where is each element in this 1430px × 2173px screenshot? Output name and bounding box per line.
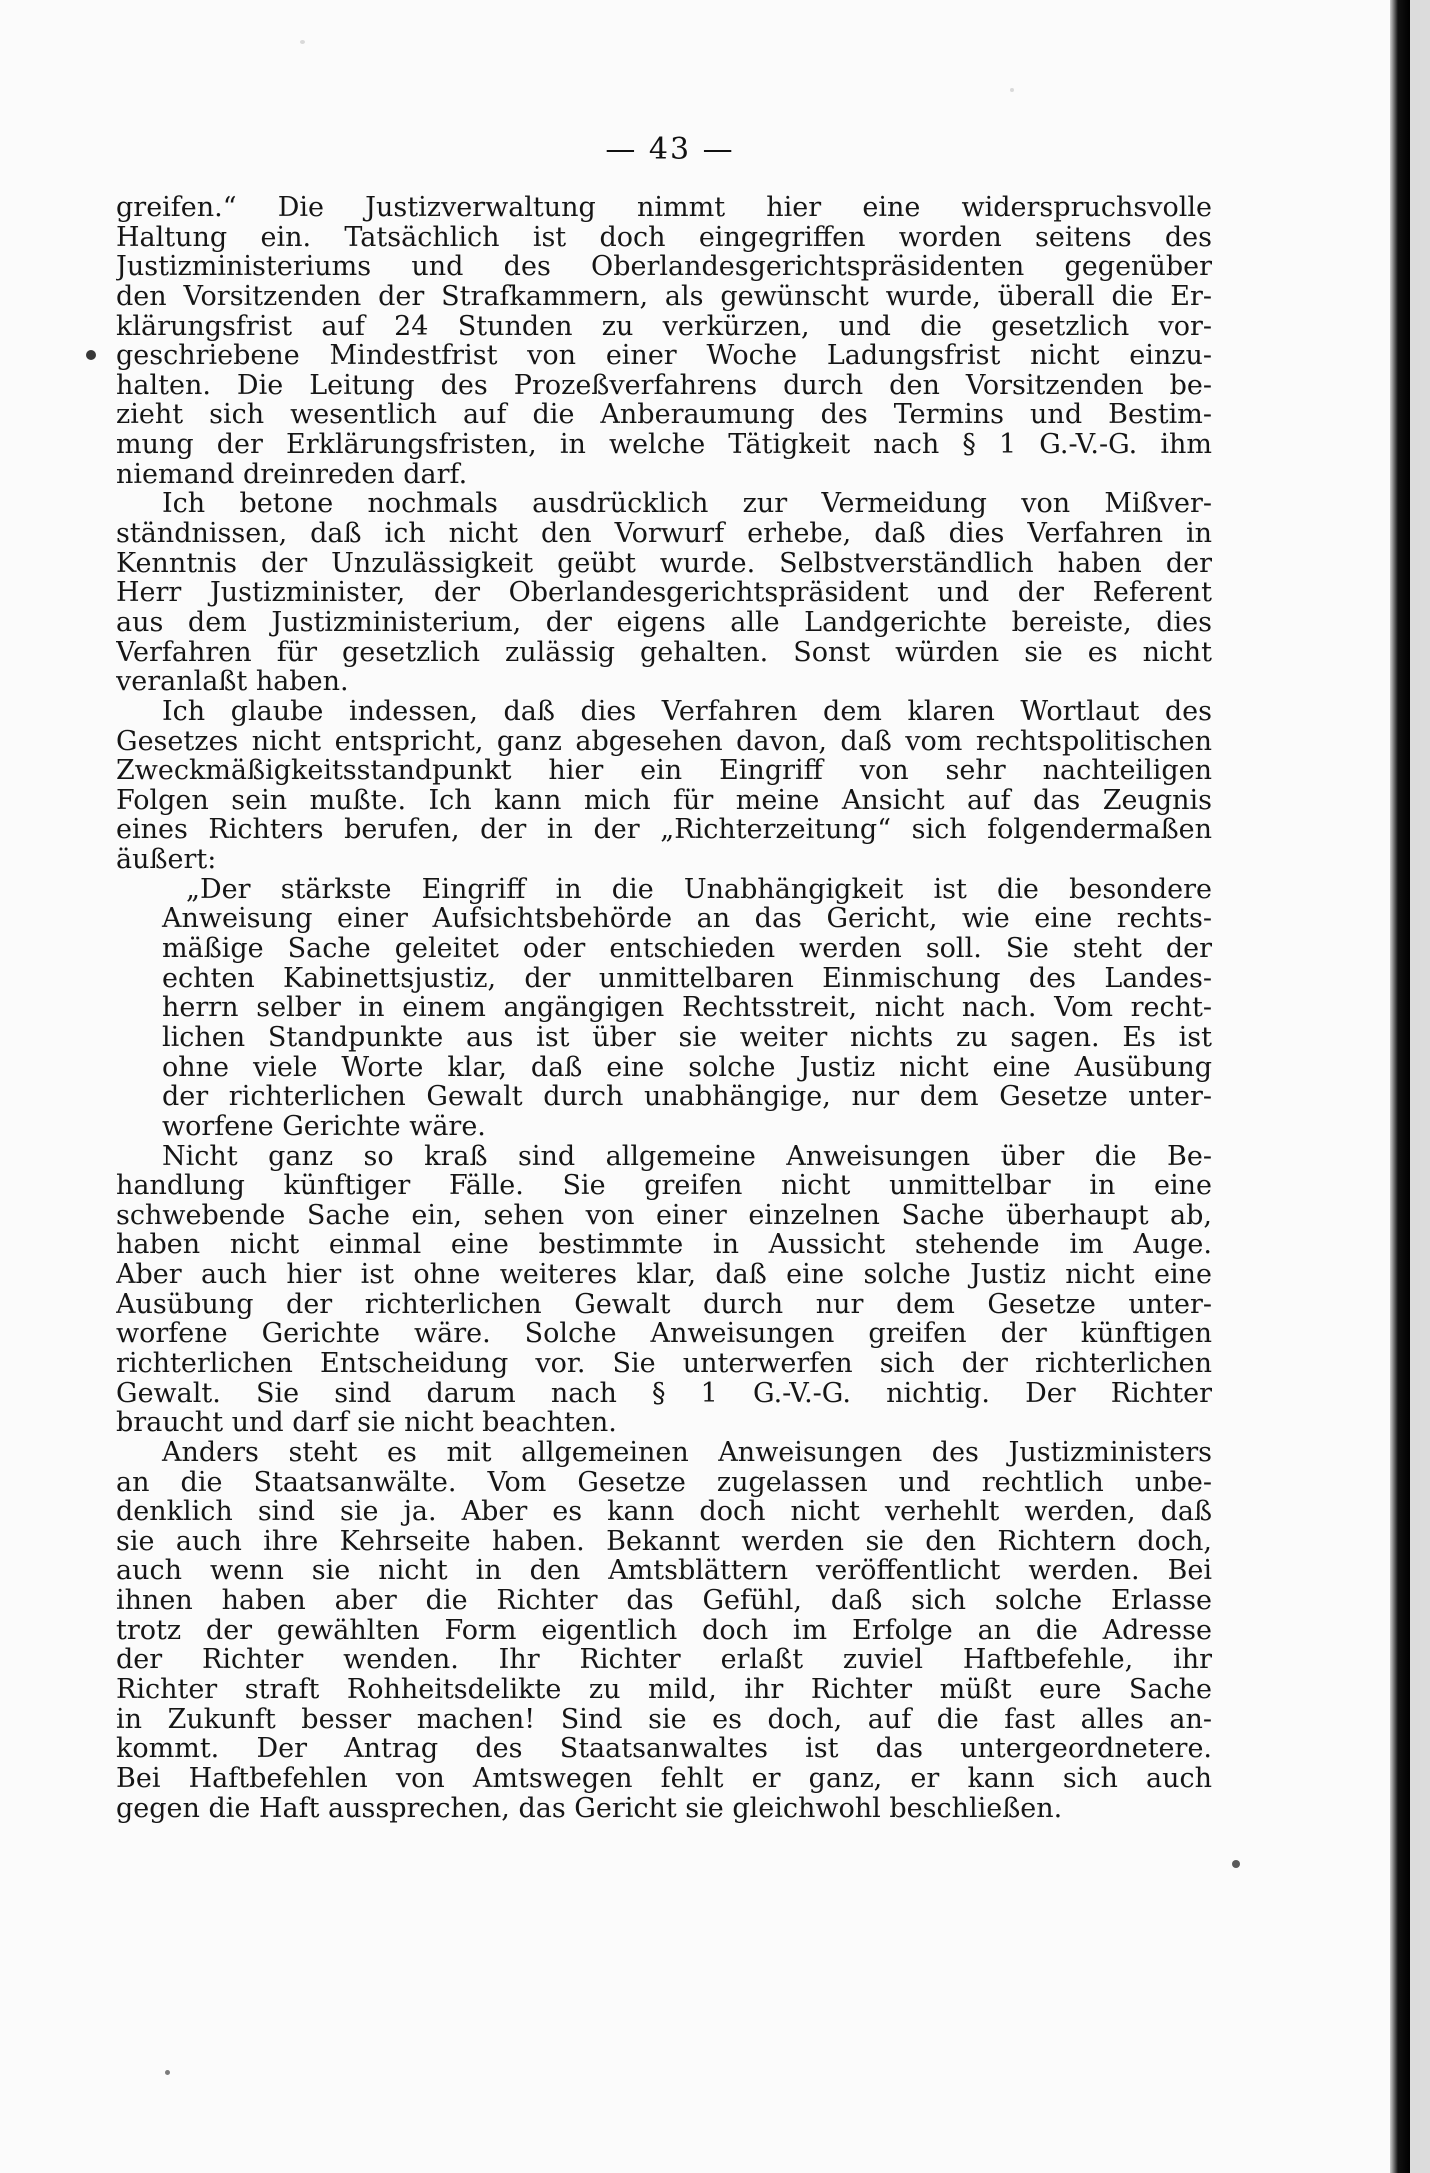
text-line: an die Staatsanwälte. Vom Gesetze zugelassen und rechtlich unbe- bbox=[116, 1467, 1212, 1498]
text-line: Aber auch hier ist ohne weiteres klar, daß eine solche Justiz nicht eine bbox=[116, 1260, 1212, 1290]
text-line: trotz der gewählten Form eigentlich doch im Erfolge an die Adresse bbox=[116, 1615, 1212, 1646]
text-line: ohne viele Worte klar, daß eine solche Justiz nicht eine Ausübung bbox=[162, 1052, 1212, 1083]
text-line: Bei Haftbefehlen von Amtswegen fehlt er ganz, er kann sich auch bbox=[116, 1763, 1212, 1794]
text-line: Herr Justizminister, der Oberlandesgerichtspräsident und der Referent bbox=[116, 578, 1212, 608]
text-line: haben nicht einmal eine bestimmte in Aussicht stehende im Auge. bbox=[116, 1230, 1212, 1261]
quotation-paragraph bbox=[116, 875, 1212, 1142]
text-line: Anders steht es mit allgemeinen Anweisungen des Justizministers bbox=[162, 1437, 1212, 1468]
paper-speck bbox=[1010, 88, 1014, 92]
text-line: aus dem Justizministerium, der eigens alle Landgerichte bereiste, dies bbox=[116, 607, 1212, 638]
text-line: lichen Standpunkte aus ist über sie weiter nichts zu sagen. Es ist bbox=[162, 1022, 1212, 1053]
text-line: der Richter wenden. Ihr Richter erlaßt zuviel Haftbefehle, ihr bbox=[116, 1645, 1212, 1676]
text-line: zieht sich wesentlich auf die Anberaumung des Termins und Bestim- bbox=[116, 400, 1212, 431]
paragraph bbox=[116, 697, 1212, 875]
text-line: gegen die Haft aussprechen, das Gericht sie gleichwohl beschließen. bbox=[116, 1793, 1063, 1824]
text-line: herrn selber in einem angängigen Rechtsstreit, nicht nach. Vom recht- bbox=[162, 993, 1212, 1023]
text-line: „Der stärkste Eingriff in die Unabhängigkeit ist die besondere bbox=[186, 874, 1212, 905]
text-line: mung der Erklärungsfristen, in welche Tätigkeit nach § 1 G.-V.-G. ihm bbox=[116, 430, 1212, 460]
text-line: Ich betone nochmals ausdrücklich zur Vermeidung von Mißver- bbox=[162, 489, 1212, 520]
text-line: halten. Die Leitung des Prozeßverfahrens durch den Vorsitzenden be- bbox=[116, 370, 1212, 401]
paragraph bbox=[116, 489, 1212, 696]
text-line: greifen.“ Die Justizverwaltung nimmt hier eine widerspruchsvolle bbox=[116, 193, 1212, 223]
text-line: Nicht ganz so kraß sind allgemeine Anweisungen über die Be- bbox=[162, 1141, 1212, 1172]
text-line: sie auch ihre Kehrseite haben. Bekannt werden sie den Richtern doch, bbox=[116, 1526, 1212, 1557]
text-line: Zweckmäßigkeitsstandpunkt hier ein Eingriff von sehr nachteiligen bbox=[116, 756, 1212, 786]
body-text bbox=[116, 193, 1212, 1823]
text-line: worfene Gerichte wäre. Solche Anweisungen greifen der künftigen bbox=[116, 1319, 1212, 1349]
text-line: schwebende Sache ein, sehen von einer einzelnen Sache überhaupt ab, bbox=[116, 1200, 1212, 1231]
text-line: den Vorsitzenden der Strafkammern, als gewünscht wurde, überall die Er- bbox=[116, 281, 1212, 312]
text-line: mäßige Sache geleitet oder entschieden werden soll. Sie steht der bbox=[162, 934, 1212, 964]
paper-speck bbox=[300, 40, 305, 44]
text-line: Gewalt. Sie sind darum nach § 1 G.-V.-G. nichtig. Der Richter bbox=[116, 1378, 1212, 1409]
text-line: veranlaßt haben. bbox=[116, 667, 349, 697]
text-line: ihnen haben aber die Richter das Gefühl, daß sich solche Erlasse bbox=[116, 1586, 1212, 1616]
text-line: Folgen sein mußte. Ich kann mich für meine Ansicht auf das Zeugnis bbox=[116, 785, 1212, 816]
page-number: — 43 — bbox=[605, 132, 735, 167]
text-line: Kenntnis der Unzulässigkeit geübt wurde. Selbstverständlich haben der bbox=[116, 548, 1212, 579]
ink-blot bbox=[165, 2070, 170, 2075]
text-line: Ich glaube indessen, daß dies Verfahren dem klaren Wortlaut des bbox=[162, 696, 1212, 727]
ink-blot bbox=[1232, 1860, 1240, 1868]
text-line: kommt. Der Antrag des Staatsanwaltes ist das untergeordnetere. bbox=[116, 1734, 1212, 1764]
text-line: Richter straft Rohheitsdelikte zu mild, ihr Richter müßt eure Sache bbox=[116, 1675, 1212, 1705]
paragraph bbox=[116, 193, 1212, 489]
text-line: klärungsfrist auf 24 Stunden zu verkürzen, und die gesetzlich vor- bbox=[116, 311, 1212, 342]
ink-blot bbox=[86, 350, 96, 360]
text-line: eines Richters berufen, der in der „Richterzeitung“ sich folgendermaßen bbox=[116, 815, 1212, 846]
text-line: braucht und darf sie nicht beachten. bbox=[116, 1408, 617, 1438]
text-line: der richterlichen Gewalt durch unabhängige, nur dem Gesetze unter- bbox=[162, 1082, 1212, 1112]
text-line: Haltung ein. Tatsächlich ist doch eingegriffen worden seitens des bbox=[116, 222, 1212, 253]
book-spine-edge bbox=[1390, 0, 1410, 2173]
text-line: Anweisung einer Aufsichtsbehörde an das Gericht, wie eine rechts- bbox=[162, 904, 1212, 935]
text-line: echten Kabinettsjustiz, der unmittelbaren Einmischung des Landes- bbox=[162, 963, 1212, 994]
text-line: Ausübung der richterlichen Gewalt durch nur dem Gesetze unter- bbox=[116, 1289, 1212, 1320]
text-line: handlung künftiger Fälle. Sie greifen nicht unmittelbar in eine bbox=[116, 1171, 1212, 1201]
text-line: auch wenn sie nicht in den Amtsblättern veröffentlicht werden. Bei bbox=[116, 1556, 1212, 1587]
text-line: Gesetzes nicht entspricht, ganz abgesehen davon, daß vom rechtspolitischen bbox=[116, 726, 1212, 757]
text-line: niemand dreinreden darf. bbox=[116, 459, 468, 490]
text-line: äußert: bbox=[116, 845, 217, 875]
text-line: denklich sind sie ja. Aber es kann doch nicht verhehlt werden, daß bbox=[116, 1497, 1212, 1527]
text-line: Verfahren für gesetzlich zulässig gehalten. Sonst würden sie es nicht bbox=[116, 637, 1212, 668]
text-line: in Zukunft besser machen! Sind sie es doch, auf die fast alles an- bbox=[116, 1704, 1212, 1735]
text-line: Justizministeriums und des Oberlandesgerichtspräsidenten gegenüber bbox=[116, 252, 1212, 282]
text-line: geschriebene Mindestfrist von einer Woche Ladungsfrist nicht einzu- bbox=[116, 341, 1212, 371]
text-line: richterlichen Entscheidung vor. Sie unterwerfen sich der richterlichen bbox=[116, 1348, 1212, 1379]
text-line: ständnissen, daß ich nicht den Vorwurf erhebe, daß dies Verfahren in bbox=[116, 519, 1212, 549]
paragraph bbox=[116, 1438, 1212, 1823]
text-line: worfene Gerichte wäre. bbox=[162, 1111, 486, 1142]
paragraph bbox=[116, 1142, 1212, 1438]
